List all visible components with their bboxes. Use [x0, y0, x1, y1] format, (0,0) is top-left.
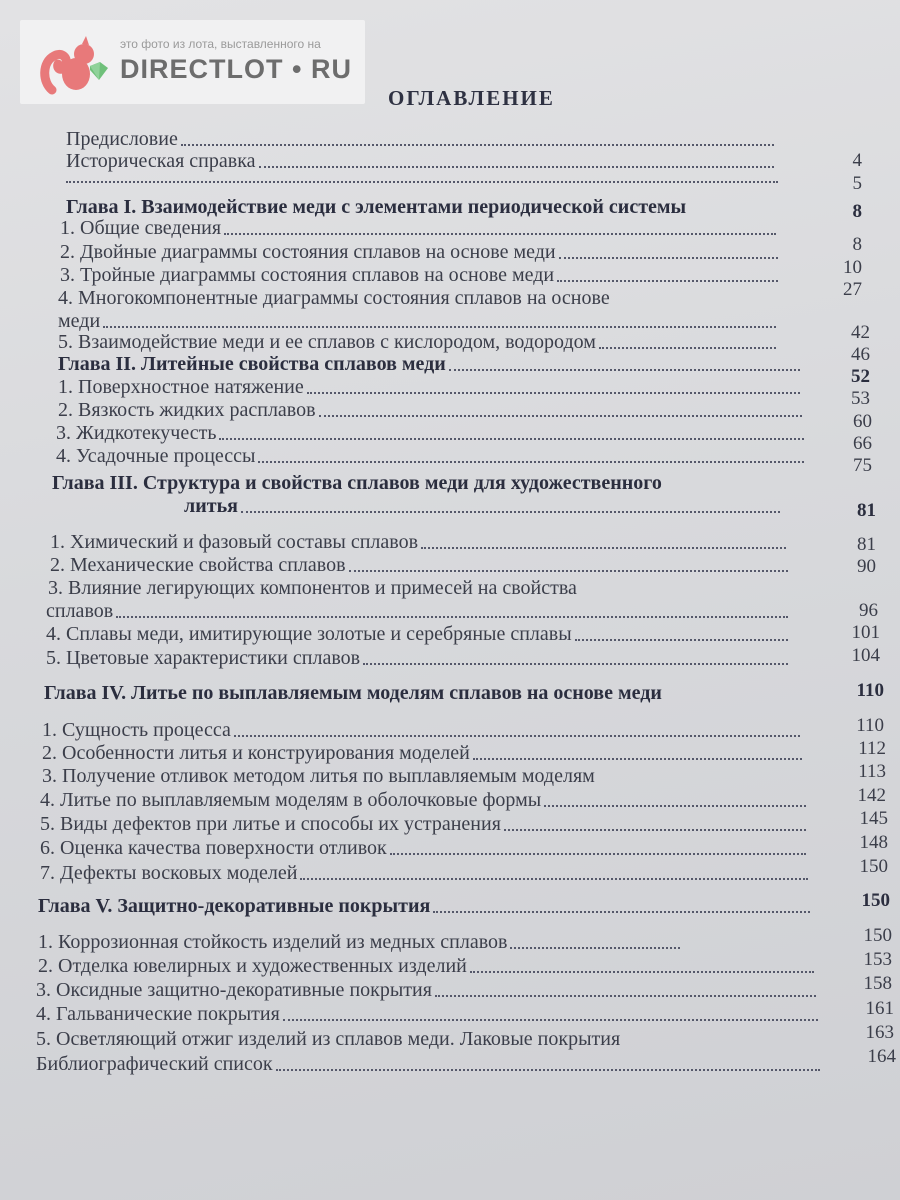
entry-page: 150 — [859, 856, 888, 877]
toc-entry — [56, 421, 808, 445]
chapter-page: 8 — [852, 201, 862, 222]
toc-chapter-4 — [44, 681, 804, 705]
toc-entry — [38, 930, 684, 954]
entry-text: 2. Механические свойства сплавов — [50, 554, 346, 576]
toc-entry — [36, 1002, 822, 1026]
toc-entry — [42, 764, 808, 788]
entry-page: 163 — [865, 1022, 894, 1043]
entry-page: 27 — [843, 279, 862, 300]
entry-text: Предисловие — [66, 128, 178, 150]
toc-chapter-5 — [38, 894, 814, 918]
chapter-text-continued: литья — [184, 495, 238, 517]
entry-page: 96 — [859, 600, 878, 621]
entry-page: 145 — [859, 808, 888, 829]
entry-text: 1. Химический и фазовый составы сплавов — [50, 531, 419, 553]
entry-text: 3. Получение отливок методом литья по выплавляемым моделям — [42, 765, 595, 787]
entry-page: 8 — [852, 234, 862, 255]
toc-entry — [50, 553, 792, 577]
toc-entry — [58, 330, 780, 354]
entry-page: 90 — [857, 556, 876, 577]
entry-text: 5. Взаимодействие меди и ее сплавов с кислородом, водородом — [58, 331, 596, 353]
toc-entry-history — [66, 149, 778, 173]
entry-page: 101 — [851, 622, 880, 643]
entry-text: 1. Сущность процесса — [42, 719, 231, 741]
entry-text: 1. Поверхностное натяжение — [58, 376, 304, 398]
toc-entry-continuation — [46, 599, 792, 623]
entry-page: 161 — [865, 998, 894, 1019]
toc-entry — [42, 718, 804, 742]
chapter-page: 52 — [851, 366, 870, 387]
entry-page: 66 — [853, 433, 872, 454]
chapter-page: 110 — [856, 680, 884, 701]
chapter-text: Глава II. Литейные свойства сплавов меди — [58, 353, 446, 375]
entry-text: 3. Жидкотекучесть — [56, 422, 217, 444]
entry-page: 110 — [856, 715, 884, 736]
entry-text: 6. Оценка качества поверхности отливок — [40, 837, 387, 859]
entry-text: 5. Цветовые характеристики сплавов — [46, 647, 361, 669]
chapter-text: Глава V. Защитно-декоративные покрытия — [38, 895, 431, 917]
entry-text: 4. Сплавы меди, имитирующие золотые и серебряные сплавы — [46, 623, 572, 645]
toc-title: ОГЛАВЛЕНИЕ — [388, 86, 555, 110]
chapter-text: Глава III. Структура и свойства сплавов меди для художественного — [52, 472, 662, 494]
entry-page: 142 — [857, 785, 886, 806]
entry-text: 2. Отделка ювелирных и художественных изделий — [38, 955, 467, 977]
entry-text: Библиографический список — [36, 1053, 273, 1075]
toc-entry — [58, 398, 806, 422]
entry-text-continued: сплавов — [46, 600, 114, 622]
toc-entry — [40, 861, 812, 885]
toc-entry — [36, 1027, 822, 1051]
toc-entry — [50, 530, 790, 554]
entry-text-continued: меди — [58, 310, 101, 332]
entry-text: 7. Дефекты восковых моделей — [40, 862, 298, 884]
watermark-caption: это фото из лота, выставленного на — [120, 37, 321, 51]
toc-chapter-2 — [58, 352, 804, 376]
entry-text: 3. Тройные диаграммы состояния сплавов на основе меди — [60, 264, 555, 286]
entry-text: 4. Усадочные процессы — [56, 445, 256, 467]
entry-text: 4. Литье по выплавляемым моделям в оболочковые формы — [40, 789, 542, 811]
toc-entry-preface — [66, 127, 778, 151]
chapter-text: Глава I. Взаимодействие меди с элементами периодической системы — [66, 196, 687, 218]
entry-text: 5. Осветляющий отжиг изделий из сплавов меди. Лаковые покрытия — [36, 1028, 621, 1050]
toc-entry — [60, 240, 782, 264]
toc-entry — [40, 788, 810, 812]
entry-text: 2. Вязкость жидких расплавов — [58, 399, 316, 421]
entry-page: 112 — [858, 738, 886, 759]
toc-entry — [46, 646, 792, 670]
entry-text: 2. Двойные диаграммы состояния сплавов на основе меди — [60, 241, 556, 263]
entry-page: 53 — [851, 388, 870, 409]
toc-entry — [60, 216, 780, 240]
entry-page: 150 — [863, 925, 892, 946]
toc-entry — [60, 263, 782, 287]
toc-entry — [58, 375, 804, 399]
entry-page: 81 — [857, 534, 876, 555]
watermark-brand: DIRECTLOT • RU — [120, 54, 352, 84]
entry-page: 10 — [843, 257, 862, 278]
entry-page: 42 — [851, 322, 870, 343]
entry-text: 4. Многокомпонентные диаграммы состояния сплавов на основе — [58, 287, 610, 309]
chapter-page: 81 — [857, 500, 876, 521]
entry-text: Историческая справка — [66, 150, 256, 172]
entry-page: 104 — [851, 645, 880, 666]
entry-page: 75 — [853, 455, 872, 476]
toc-entry — [40, 812, 810, 836]
entry-page: 5 — [852, 173, 862, 194]
entry-page: 153 — [863, 949, 892, 970]
toc-entry-bibliography — [36, 1052, 824, 1076]
entry-text: 3. Оксидные защитно-декоративные покрытия — [36, 979, 432, 1001]
entry-page: 46 — [851, 344, 870, 365]
toc-entry — [56, 444, 808, 468]
entry-page: 60 — [853, 411, 872, 432]
entry-text: 3. Влияние легирующих компонентов и примесей на свойства — [48, 577, 577, 599]
toc-entry — [42, 741, 806, 765]
toc-entry — [38, 954, 818, 978]
entry-page: 113 — [858, 761, 886, 782]
toc-chapter-3-continuation — [184, 494, 784, 518]
entry-text: 2. Особенности литья и конструирования моделей — [42, 742, 470, 764]
toc-entry — [46, 622, 792, 646]
entry-text: 4. Гальванические покрытия — [36, 1003, 280, 1025]
entry-page: 148 — [859, 832, 888, 853]
chapter-page: 150 — [861, 890, 890, 911]
entry-text: 5. Виды дефектов при литье и способы их устранения — [40, 813, 501, 835]
chapter-text: Глава IV. Литье по выплавляемым моделям сплавов на основе меди — [44, 682, 662, 704]
entry-text: 1. Коррозионная стойкость изделий из медных сплавов — [38, 931, 508, 953]
entry-page: 4 — [852, 150, 862, 171]
entry-page: 158 — [863, 973, 892, 994]
entry-text: 1. Общие сведения — [60, 217, 222, 239]
toc-entry — [40, 836, 810, 860]
toc-entry — [36, 978, 820, 1002]
entry-page: 164 — [867, 1046, 896, 1067]
